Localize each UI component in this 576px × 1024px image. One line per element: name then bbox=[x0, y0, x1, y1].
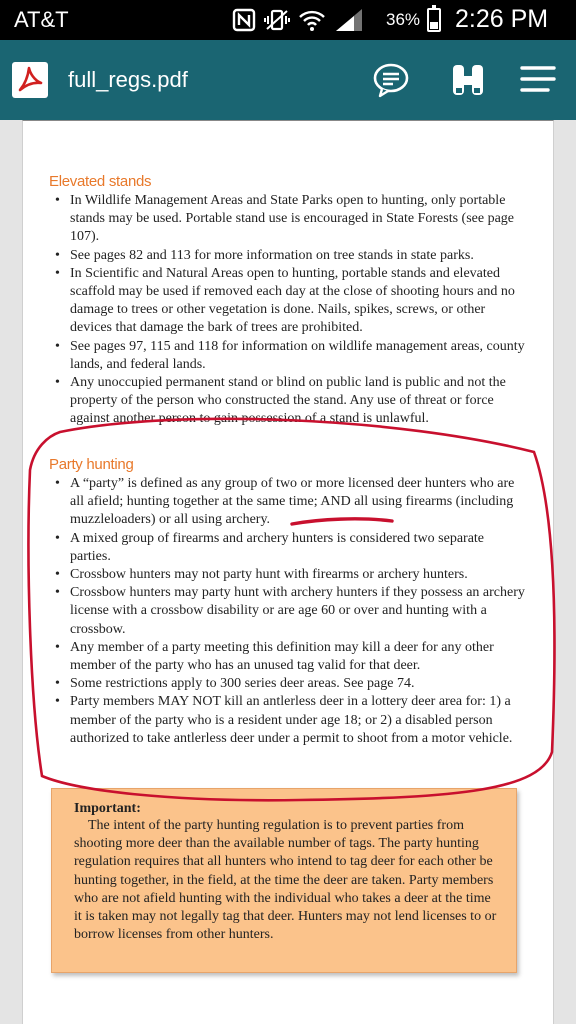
menu-icon bbox=[519, 62, 557, 98]
status-bar bbox=[0, 0, 576, 40]
heading-elevated-stands: Elevated stands bbox=[49, 173, 152, 190]
app-bar bbox=[0, 40, 576, 120]
list-item: • A “party” is defined as any group of two or more licensed deer hunters who are all afield; hunting together at the same time; AND all using firearms (including muzzleloaders) or all using archery. bbox=[55, 475, 525, 530]
important-box bbox=[51, 788, 517, 973]
list-item: • Party members MAY NOT kill an antlerless deer in a lottery deer area for: 1) a member of the party who is a resident under age 18; or 2) a disabled person authorized to take antlerless deer under a permit to shoot from a motor vehicle. bbox=[55, 693, 525, 748]
list-item: • Some restrictions apply to 300 series deer areas. See page 74. bbox=[55, 675, 525, 693]
battery-icon bbox=[427, 8, 441, 32]
binoculars-icon bbox=[450, 61, 486, 99]
list-item: • A mixed group of firearms and archery hunters is considered two separate parties. bbox=[55, 530, 525, 566]
list-item: • Any member of a party meeting this definition may kill a deer for any other member of the party who has an unused tag valid for that deer. bbox=[55, 639, 525, 675]
elevated-stands-list bbox=[55, 192, 525, 429]
comment-button[interactable] bbox=[369, 58, 413, 102]
clock: 2:26 PM bbox=[455, 5, 549, 33]
carrier-label: AT&T bbox=[14, 7, 69, 32]
comment-icon bbox=[372, 61, 410, 99]
list-item: • Any unoccupied permanent stand or blind on public land is public and not the property of the person who constructed the stand. Any use of threat or force against another person to gain possession of a stand is unlawful. bbox=[55, 374, 525, 429]
vibrate-icon bbox=[264, 8, 290, 32]
list-item: • Crossbow hunters may not party hunt with firearms or archery hunters. bbox=[55, 566, 525, 584]
list-item: • See pages 97, 115 and 118 for information on wildlife management areas, county lands, and federal lands. bbox=[55, 338, 525, 374]
important-title: Important: bbox=[74, 801, 141, 816]
wifi-icon bbox=[298, 8, 326, 32]
menu-button[interactable] bbox=[516, 58, 560, 102]
status-icons bbox=[232, 4, 364, 36]
search-button[interactable] bbox=[446, 58, 490, 102]
list-item: • See pages 82 and 113 for more information on tree stands in state parks. bbox=[55, 247, 525, 265]
list-item: • In Wildlife Management Areas and State Parks open to hunting, only portable stands may be used. Portable stand use is encouraged in State Forests (see page 107). bbox=[55, 192, 525, 247]
important-body: The intent of the party hunting regulation is to prevent parties from shooting more deer than the available number of tags. The party hunting regulation requires that all hunters who intend to tag deer for each other be hunting together, in the field, at the time the deer are taken. Party members who are not afield hunting with the individual who takes a deer at the time it is taken may not legally tag that deer. Hunters may not lend licenses to or borrow licenses from other hunters. bbox=[74, 818, 497, 943]
pdf-viewer[interactable] bbox=[0, 120, 576, 1024]
battery-percent: 36% bbox=[386, 10, 421, 29]
file-name: full_regs.pdf bbox=[68, 67, 188, 92]
heading-party-hunting: Party hunting bbox=[49, 456, 134, 473]
list-item: • Crossbow hunters may party hunt with archery hunters if they possess an archery license with a crossbow disability or are age 60 or over and hunting with a crossbow. bbox=[55, 584, 525, 639]
pdf-page bbox=[22, 120, 554, 1024]
list-item: • In Scientific and Natural Areas open to hunting, portable stands and elevated scaffold may be used if removed each day at the close of shooting hours and no damage to trees or other vegetation is done. Nails, spikes, screws, or other devices that damage the bark of trees are prohibited. bbox=[55, 265, 525, 338]
signal-icon bbox=[334, 7, 364, 33]
nfc-icon bbox=[232, 8, 256, 32]
pdf-file-icon bbox=[12, 62, 48, 98]
party-hunting-list bbox=[55, 475, 525, 748]
